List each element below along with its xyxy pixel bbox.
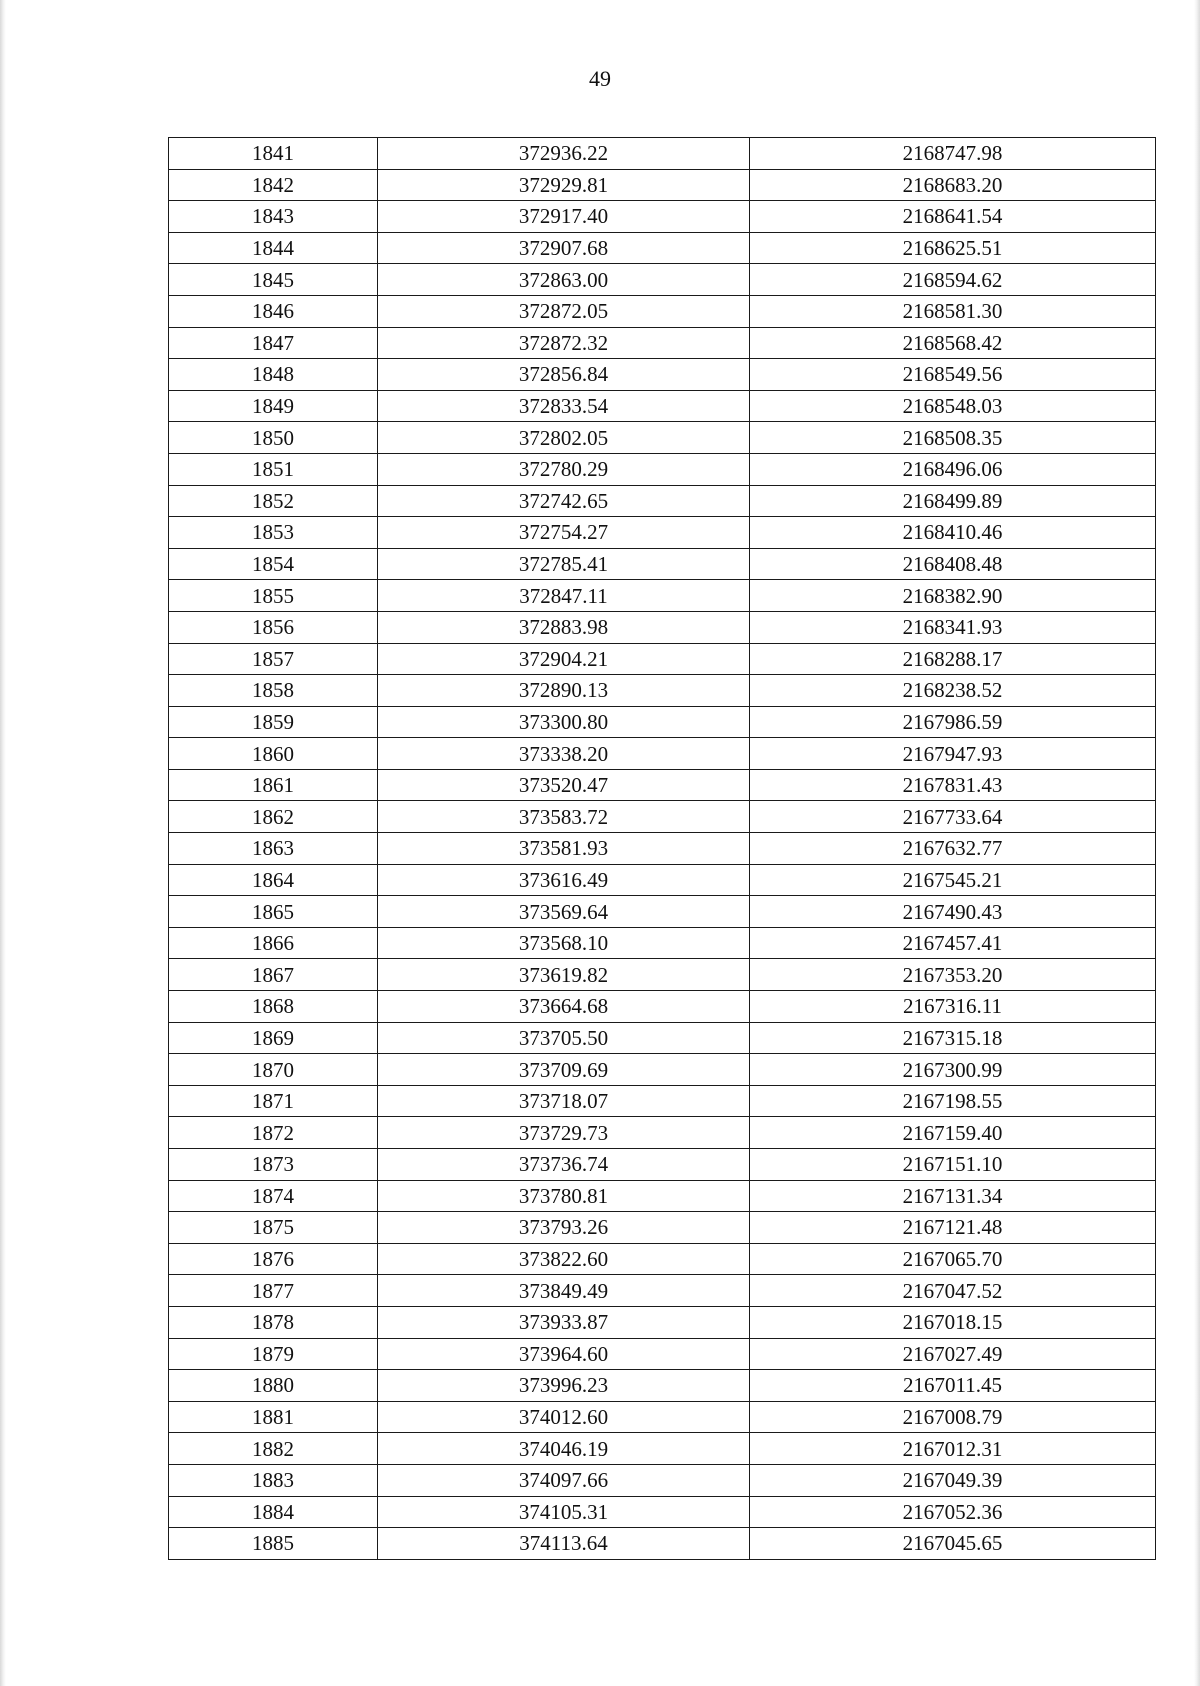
- point-number-cell: 1875: [169, 1212, 378, 1244]
- x-coordinate-cell: 373581.93: [378, 833, 750, 865]
- x-coordinate-cell: 374113.64: [378, 1528, 750, 1560]
- x-coordinate-cell: 372872.05: [378, 295, 750, 327]
- x-coordinate-cell: 373729.73: [378, 1117, 750, 1149]
- y-coordinate-cell: 2168568.42: [750, 327, 1156, 359]
- table-row: [169, 580, 1156, 612]
- point-number-cell: 1878: [169, 1306, 378, 1338]
- table-row: [169, 769, 1156, 801]
- y-coordinate-cell: 2167052.36: [750, 1496, 1156, 1528]
- point-number-cell: 1849: [169, 390, 378, 422]
- y-coordinate-cell: 2167490.43: [750, 896, 1156, 928]
- point-number-cell: 1843: [169, 201, 378, 233]
- point-number-cell: 1885: [169, 1528, 378, 1560]
- x-coordinate-cell: 373583.72: [378, 801, 750, 833]
- table-row: [169, 643, 1156, 675]
- table-row: [169, 864, 1156, 896]
- point-number-cell: 1858: [169, 675, 378, 707]
- y-coordinate-cell: 2167012.31: [750, 1433, 1156, 1465]
- point-number-cell: 1854: [169, 548, 378, 580]
- point-number-cell: 1877: [169, 1275, 378, 1307]
- point-number-cell: 1851: [169, 453, 378, 485]
- point-number-cell: 1860: [169, 738, 378, 770]
- point-number-cell: 1882: [169, 1433, 378, 1465]
- x-coordinate-cell: 373338.20: [378, 738, 750, 770]
- x-coordinate-cell: 374046.19: [378, 1433, 750, 1465]
- x-coordinate-cell: 374012.60: [378, 1401, 750, 1433]
- y-coordinate-cell: 2167131.34: [750, 1180, 1156, 1212]
- y-coordinate-cell: 2167300.99: [750, 1054, 1156, 1086]
- x-coordinate-cell: 373736.74: [378, 1149, 750, 1181]
- table-row: [169, 548, 1156, 580]
- point-number-cell: 1850: [169, 422, 378, 454]
- x-coordinate-cell: 372754.27: [378, 517, 750, 549]
- y-coordinate-cell: 2167947.93: [750, 738, 1156, 770]
- y-coordinate-cell: 2167198.55: [750, 1085, 1156, 1117]
- y-coordinate-cell: 2167049.39: [750, 1464, 1156, 1496]
- x-coordinate-cell: 373849.49: [378, 1275, 750, 1307]
- y-coordinate-cell: 2168496.06: [750, 453, 1156, 485]
- y-coordinate-cell: 2167121.48: [750, 1212, 1156, 1244]
- table-row: [169, 1464, 1156, 1496]
- x-coordinate-cell: 372907.68: [378, 232, 750, 264]
- table-row: [169, 1022, 1156, 1054]
- x-coordinate-cell: 372780.29: [378, 453, 750, 485]
- y-coordinate-cell: 2168594.62: [750, 264, 1156, 296]
- table-row: [169, 927, 1156, 959]
- table-row: [169, 138, 1156, 170]
- table-row: [169, 390, 1156, 422]
- y-coordinate-cell: 2167457.41: [750, 927, 1156, 959]
- y-coordinate-cell: 2168641.54: [750, 201, 1156, 233]
- point-number-cell: 1861: [169, 769, 378, 801]
- point-number-cell: 1855: [169, 580, 378, 612]
- table-row: [169, 1212, 1156, 1244]
- point-number-cell: 1865: [169, 896, 378, 928]
- table-row: [169, 801, 1156, 833]
- table-row: [169, 169, 1156, 201]
- table-row: [169, 232, 1156, 264]
- x-coordinate-cell: 372872.32: [378, 327, 750, 359]
- y-coordinate-cell: 2167045.65: [750, 1528, 1156, 1560]
- x-coordinate-cell: 372917.40: [378, 201, 750, 233]
- x-coordinate-cell: 373822.60: [378, 1243, 750, 1275]
- y-coordinate-cell: 2167008.79: [750, 1401, 1156, 1433]
- y-coordinate-cell: 2167027.49: [750, 1338, 1156, 1370]
- y-coordinate-cell: 2167316.11: [750, 991, 1156, 1023]
- table-row: [169, 517, 1156, 549]
- x-coordinate-cell: 372847.11: [378, 580, 750, 612]
- point-number-cell: 1857: [169, 643, 378, 675]
- x-coordinate-cell: 373709.69: [378, 1054, 750, 1086]
- point-number-cell: 1852: [169, 485, 378, 517]
- y-coordinate-cell: 2168548.03: [750, 390, 1156, 422]
- x-coordinate-cell: 372742.65: [378, 485, 750, 517]
- point-number-cell: 1842: [169, 169, 378, 201]
- table-row: [169, 611, 1156, 643]
- table-row: [169, 422, 1156, 454]
- table-row: [169, 1085, 1156, 1117]
- point-number-cell: 1859: [169, 706, 378, 738]
- x-coordinate-cell: 373616.49: [378, 864, 750, 896]
- coordinates-table-body: [169, 138, 1156, 1560]
- table-row: [169, 1528, 1156, 1560]
- y-coordinate-cell: 2167159.40: [750, 1117, 1156, 1149]
- point-number-cell: 1853: [169, 517, 378, 549]
- y-coordinate-cell: 2167545.21: [750, 864, 1156, 896]
- y-coordinate-cell: 2167047.52: [750, 1275, 1156, 1307]
- y-coordinate-cell: 2168683.20: [750, 169, 1156, 201]
- table-row: [169, 1433, 1156, 1465]
- x-coordinate-cell: 373569.64: [378, 896, 750, 928]
- point-number-cell: 1841: [169, 138, 378, 170]
- x-coordinate-cell: 374097.66: [378, 1464, 750, 1496]
- y-coordinate-cell: 2167065.70: [750, 1243, 1156, 1275]
- table-row: [169, 201, 1156, 233]
- x-coordinate-cell: 372856.84: [378, 359, 750, 391]
- x-coordinate-cell: 372863.00: [378, 264, 750, 296]
- point-number-cell: 1867: [169, 959, 378, 991]
- x-coordinate-cell: 372802.05: [378, 422, 750, 454]
- y-coordinate-cell: 2168508.35: [750, 422, 1156, 454]
- x-coordinate-cell: 373520.47: [378, 769, 750, 801]
- y-coordinate-cell: 2167018.15: [750, 1306, 1156, 1338]
- y-coordinate-cell: 2168581.30: [750, 295, 1156, 327]
- table-row: [169, 1180, 1156, 1212]
- point-number-cell: 1856: [169, 611, 378, 643]
- y-coordinate-cell: 2168288.17: [750, 643, 1156, 675]
- point-number-cell: 1869: [169, 1022, 378, 1054]
- table-row: [169, 991, 1156, 1023]
- table-row: [169, 1149, 1156, 1181]
- table-row: [169, 453, 1156, 485]
- point-number-cell: 1863: [169, 833, 378, 865]
- coordinates-table: [168, 137, 1156, 1560]
- y-coordinate-cell: 2167151.10: [750, 1149, 1156, 1181]
- table-row: [169, 1370, 1156, 1402]
- table-row: [169, 675, 1156, 707]
- scan-edge-left: [0, 0, 6, 1686]
- y-coordinate-cell: 2167315.18: [750, 1022, 1156, 1054]
- point-number-cell: 1881: [169, 1401, 378, 1433]
- point-number-cell: 1864: [169, 864, 378, 896]
- table-row: [169, 264, 1156, 296]
- table-row: [169, 485, 1156, 517]
- point-number-cell: 1871: [169, 1085, 378, 1117]
- y-coordinate-cell: 2168499.89: [750, 485, 1156, 517]
- x-coordinate-cell: 373705.50: [378, 1022, 750, 1054]
- point-number-cell: 1866: [169, 927, 378, 959]
- table-row: [169, 1243, 1156, 1275]
- x-coordinate-cell: 373996.23: [378, 1370, 750, 1402]
- point-number-cell: 1884: [169, 1496, 378, 1528]
- y-coordinate-cell: 2168382.90: [750, 580, 1156, 612]
- x-coordinate-cell: 373793.26: [378, 1212, 750, 1244]
- x-coordinate-cell: 372929.81: [378, 169, 750, 201]
- y-coordinate-cell: 2168410.46: [750, 517, 1156, 549]
- scan-edge-right: [1194, 0, 1200, 1686]
- y-coordinate-cell: 2167831.43: [750, 769, 1156, 801]
- x-coordinate-cell: 372785.41: [378, 548, 750, 580]
- x-coordinate-cell: 373964.60: [378, 1338, 750, 1370]
- x-coordinate-cell: 374105.31: [378, 1496, 750, 1528]
- point-number-cell: 1879: [169, 1338, 378, 1370]
- table-row: [169, 327, 1156, 359]
- table-row: [169, 1275, 1156, 1307]
- point-number-cell: 1847: [169, 327, 378, 359]
- point-number-cell: 1870: [169, 1054, 378, 1086]
- x-coordinate-cell: 373718.07: [378, 1085, 750, 1117]
- point-number-cell: 1874: [169, 1180, 378, 1212]
- y-coordinate-cell: 2167632.77: [750, 833, 1156, 865]
- point-number-cell: 1872: [169, 1117, 378, 1149]
- x-coordinate-cell: 373664.68: [378, 991, 750, 1023]
- y-coordinate-cell: 2167011.45: [750, 1370, 1156, 1402]
- y-coordinate-cell: 2168238.52: [750, 675, 1156, 707]
- point-number-cell: 1876: [169, 1243, 378, 1275]
- table-row: [169, 359, 1156, 391]
- y-coordinate-cell: 2168549.56: [750, 359, 1156, 391]
- table-row: [169, 896, 1156, 928]
- table-row: [169, 1496, 1156, 1528]
- y-coordinate-cell: 2167353.20: [750, 959, 1156, 991]
- point-number-cell: 1845: [169, 264, 378, 296]
- x-coordinate-cell: 373619.82: [378, 959, 750, 991]
- y-coordinate-cell: 2167733.64: [750, 801, 1156, 833]
- x-coordinate-cell: 373780.81: [378, 1180, 750, 1212]
- point-number-cell: 1880: [169, 1370, 378, 1402]
- y-coordinate-cell: 2168341.93: [750, 611, 1156, 643]
- point-number-cell: 1883: [169, 1464, 378, 1496]
- x-coordinate-cell: 372890.13: [378, 675, 750, 707]
- y-coordinate-cell: 2168625.51: [750, 232, 1156, 264]
- table-row: [169, 738, 1156, 770]
- page-number: 49: [589, 66, 611, 91]
- point-number-cell: 1862: [169, 801, 378, 833]
- point-number-cell: 1846: [169, 295, 378, 327]
- table-row: [169, 1401, 1156, 1433]
- y-coordinate-cell: 2167986.59: [750, 706, 1156, 738]
- table-row: [169, 1338, 1156, 1370]
- table-row: [169, 1054, 1156, 1086]
- x-coordinate-cell: 372833.54: [378, 390, 750, 422]
- table-row: [169, 959, 1156, 991]
- y-coordinate-cell: 2168408.48: [750, 548, 1156, 580]
- table-row: [169, 295, 1156, 327]
- table-row: [169, 833, 1156, 865]
- table-row: [169, 706, 1156, 738]
- x-coordinate-cell: 373300.80: [378, 706, 750, 738]
- x-coordinate-cell: 373568.10: [378, 927, 750, 959]
- y-coordinate-cell: 2168747.98: [750, 138, 1156, 170]
- x-coordinate-cell: 372904.21: [378, 643, 750, 675]
- x-coordinate-cell: 372883.98: [378, 611, 750, 643]
- x-coordinate-cell: 372936.22: [378, 138, 750, 170]
- table-row: [169, 1306, 1156, 1338]
- point-number-cell: 1873: [169, 1149, 378, 1181]
- table-row: [169, 1117, 1156, 1149]
- point-number-cell: 1844: [169, 232, 378, 264]
- point-number-cell: 1848: [169, 359, 378, 391]
- point-number-cell: 1868: [169, 991, 378, 1023]
- x-coordinate-cell: 373933.87: [378, 1306, 750, 1338]
